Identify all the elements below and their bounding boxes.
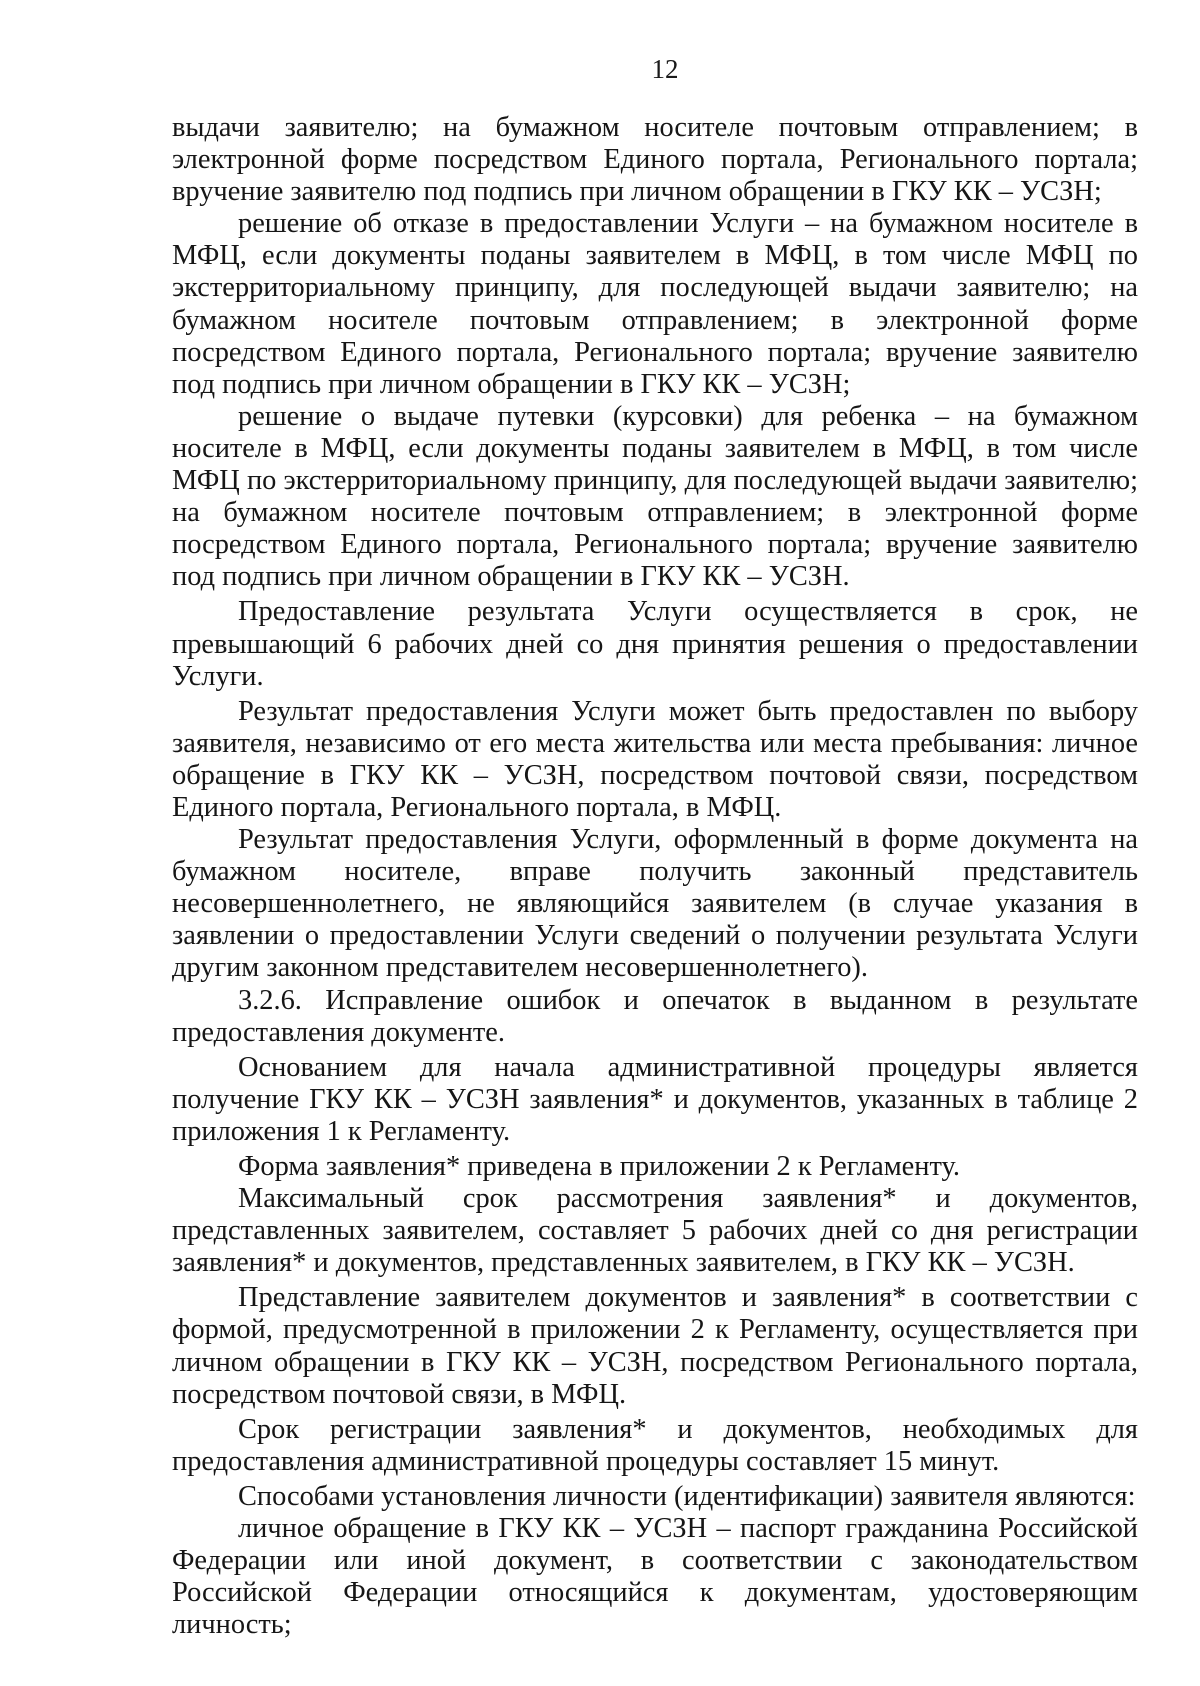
paragraph-legal-representative: Результат предоставления Услуги, оформленный в форме документа на бумажном носителе, вправе получить законный представитель несовершеннолетнего, не являющийся заявителем (в случае указания в заявлении о предоставлении Услуги сведений о получении результата Услуги другим законном представителем несовершеннолетнего). — [172, 824, 1138, 984]
paragraph-refusal-decision: решение об отказе в предоставлении Услуги – на бумажном носителе в МФЦ, если документы поданы заявителем в МФЦ, в том числе МФЦ по экстерриториальному принципу, для последующей выдачи заявителю; на бумажном носителе почтовым отправлением; в электронной форме посредством Единого портала, Регионального портала; вручение заявителю под подпись при личном обращении в ГКУ КК – УСЗН; — [172, 208, 1138, 400]
paragraph-identification-methods: Способами установления личности (идентификации) заявителя являются: — [238, 1480, 1136, 1512]
paragraph-voucher-decision: решение о выдаче путевки (курсовки) для ребенка – на бумажном носителе в МФЦ, если документы поданы заявителем в МФЦ, в том числе МФЦ по экстерриториальному принципу, для последующей выдачи заявителю; на бумажном носителе почтовым отправлением; в электронной форме посредством Единого портала, Регионального портала; вручение заявителю под подпись при личном обращении в ГКУ КК – УСЗН. — [172, 400, 1138, 593]
paragraph-procedure-basis: Основанием для начала административной процедуры является получение ГКУ КК – УСЗН заявления* и документов, указанных в таблице 2 приложения 1 к Регламенту. — [172, 1051, 1138, 1147]
paragraph-max-review-term: Максимальный срок рассмотрения заявления* и документов, представленных заявителем, составляет 5 рабочих дней со дня регистрации заявления* и документов, представленных заявителем, в ГКУ КК – УСЗН. — [172, 1183, 1138, 1279]
paragraph-result-choice: Результат предоставления Услуги может быть предоставлен по выбору заявителя, независимо от его места жительства или места пребывания: личное обращение в ГКУ КК – УСЗН, посредством почтовой связи, посредством Единого портала, Регионального портала, в МФЦ. — [172, 695, 1138, 823]
paragraph-personal-appeal: личное обращение в ГКУ КК – УСЗН – паспорт гражданина Российской Федерации или иной документ, в соответствии с законодательством Российской Федерации относящийся к документам, удостоверяющим личность; — [172, 1513, 1138, 1641]
paragraph-result-term: Предоставление результата Услуги осуществляется в срок, не превышающий 6 рабочих дней со дня принятия решения о предоставлении Услуги. — [172, 596, 1138, 692]
paragraph-registration-term: Срок регистрации заявления* и документов, необходимых для предоставления административной процедуры составляет 15 минут. — [172, 1413, 1138, 1477]
document-body — [172, 112, 1138, 1641]
page-number: 12 — [651, 54, 679, 84]
paragraph-submission-methods: Представление заявителем документов и заявления* в соответствии с формой, предусмотренной в приложении 2 к Регламенту, осуществляется при личном обращении в ГКУ КК – УСЗН, посредством Регионального портала, посредством почтовой связи, в МФЦ. — [172, 1282, 1138, 1410]
paragraph-application-form: Форма заявления* приведена в приложении 2 к Регламенту. — [238, 1151, 960, 1182]
paragraph-continuation: выдачи заявителю; на бумажном носителе почтовым отправлением; в электронной форме посредством Единого портала, Регионального портала; вручение заявителю под подпись при личном обращении в ГКУ КК – УСЗН; — [172, 112, 1138, 208]
paragraph-section-3-2-6: 3.2.6. Исправление ошибок и опечаток в выданном в результате предоставления документе. — [172, 984, 1138, 1048]
